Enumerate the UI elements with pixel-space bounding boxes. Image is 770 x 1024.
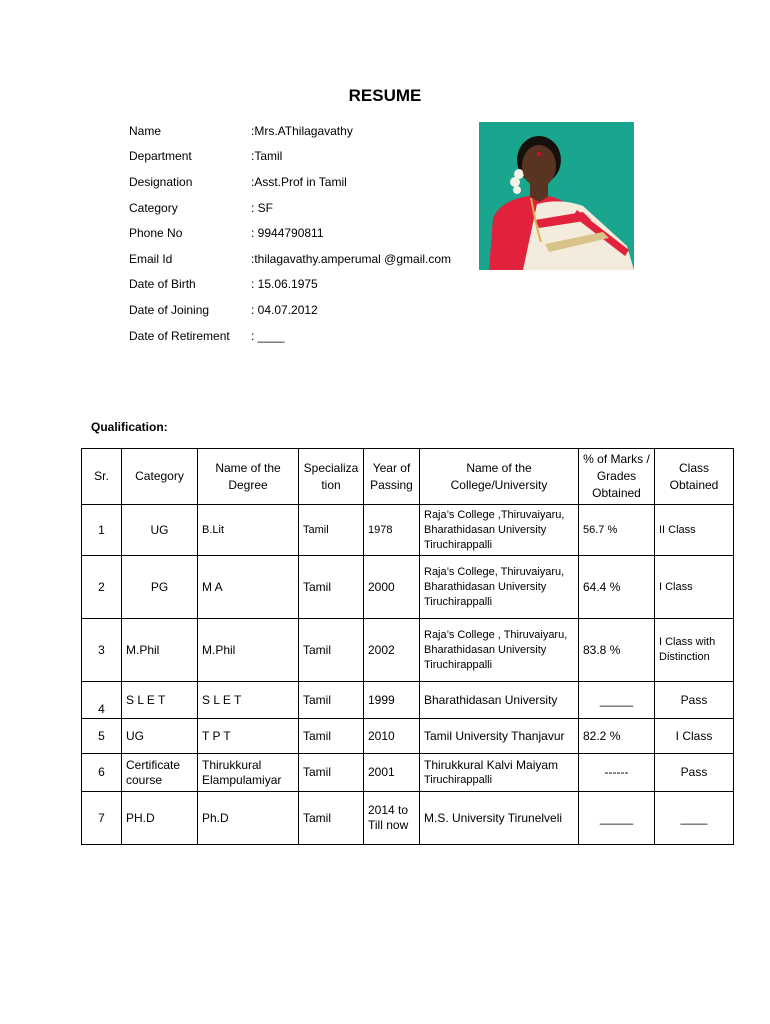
row-degree: T P T: [198, 719, 299, 754]
qualification-table: [81, 448, 734, 845]
row-year: 2002: [364, 619, 420, 682]
row-college: Raja’s College, Thiruvaiyaru, Bharathidasan University Tiruchirappalli: [420, 556, 579, 619]
row-category: M.Phil: [122, 619, 198, 682]
row-degree: B.Lit: [198, 505, 299, 556]
email-label: Email Id: [129, 252, 173, 266]
table-row: [82, 619, 734, 682]
row-class: I Class: [655, 556, 734, 619]
page-title: RESUME: [348, 86, 422, 105]
college-city-line: Tiruchirappalli: [424, 773, 493, 786]
doj-value: : 04.07.2012: [251, 303, 318, 317]
college-name-line: Thirukkural Kalvi Maiyam: [424, 757, 559, 772]
row-degree: Ph.D: [198, 792, 299, 845]
row-college: Raja’s College ,Thiruvaiyaru, Bharathidasan University Tiruchirappalli: [420, 505, 579, 556]
row-specialization: Tamil: [299, 792, 364, 845]
row-marks: 64.4 %: [579, 556, 655, 619]
row-category: PG: [122, 556, 198, 619]
row-year: 2010: [364, 719, 420, 754]
row-year: 2001: [364, 754, 420, 792]
row-sr: 6: [82, 754, 122, 792]
department-value: :Tamil: [251, 149, 283, 163]
row-class: II Class: [655, 505, 734, 556]
table-row: [82, 754, 734, 792]
row-college: [420, 754, 579, 792]
row-degree: M A: [198, 556, 299, 619]
retirement-value: : ____: [251, 329, 285, 343]
name-label: Name: [129, 124, 162, 138]
row-sr: 2: [82, 556, 122, 619]
header-degree: Name of the Degree: [198, 449, 299, 505]
row-marks: 56.7 %: [579, 505, 655, 556]
row-category: PH.D: [122, 792, 198, 845]
row-specialization: Tamil: [299, 682, 364, 719]
table-row: [82, 792, 734, 845]
designation-label: Designation: [129, 175, 193, 189]
header-college: Name of the College/University: [420, 449, 579, 505]
row-class: I Class: [655, 719, 734, 754]
table-row: [82, 682, 734, 719]
row-marks: ------: [579, 754, 655, 792]
row-sr: 5: [82, 719, 122, 754]
row-class: ____: [655, 792, 734, 845]
row-marks: 83.8 %: [579, 619, 655, 682]
row-year: 2014 to Till now: [364, 792, 420, 845]
row-college: Bharathidasan University: [420, 682, 579, 719]
row-specialization: Tamil: [299, 719, 364, 754]
header-marks: % of Marks / Grades Obtained: [579, 449, 655, 505]
row-specialization: Tamil: [299, 754, 364, 792]
row-specialization: Tamil: [299, 619, 364, 682]
header-sr: Sr.: [82, 449, 122, 505]
row-year: 1999: [364, 682, 420, 719]
department-label: Department: [129, 149, 192, 163]
row-sr: 4: [82, 682, 122, 719]
row-class: Pass: [655, 754, 734, 792]
row-degree: S L E T: [198, 682, 299, 719]
row-class: Pass: [655, 682, 734, 719]
row-marks: 82.2 %: [579, 719, 655, 754]
row-college: Tamil University Thanjavur: [420, 719, 579, 754]
row-category: Certificate course: [122, 754, 198, 792]
row-sr: 7: [82, 792, 122, 845]
table-header-row: [82, 449, 734, 505]
row-category: UG: [122, 505, 198, 556]
row-college: M.S. University Tirunelveli: [420, 792, 579, 845]
table-row: [82, 719, 734, 754]
row-degree: Thirukkural Elampulamiyar: [198, 754, 299, 792]
row-marks: _____: [579, 792, 655, 845]
table-row: [82, 556, 734, 619]
table-row: [82, 505, 734, 556]
row-specialization: Tamil: [299, 556, 364, 619]
portrait-illustration: [479, 122, 634, 270]
retirement-label: Date of Retirement: [129, 329, 230, 343]
name-value: :Mrs.AThilagavathy: [251, 124, 353, 138]
category-label: Category: [129, 201, 178, 215]
row-marks: _____: [579, 682, 655, 719]
qualification-title: Qualification:: [91, 420, 168, 434]
row-specialization: Tamil: [299, 505, 364, 556]
row-sr: 1: [82, 505, 122, 556]
row-year: 2000: [364, 556, 420, 619]
header-year: Year of Passing: [364, 449, 420, 505]
dob-label: Date of Birth: [129, 277, 196, 291]
row-degree: M.Phil: [198, 619, 299, 682]
phone-value: : 9944790811: [251, 226, 324, 240]
designation-value: :Asst.Prof in Tamil: [251, 175, 347, 189]
header-category: Category: [122, 449, 198, 505]
dob-value: : 15.06.1975: [251, 277, 318, 291]
email-value: :thilagavathy.amperumal @gmail.com: [251, 252, 452, 266]
row-sr: 3: [82, 619, 122, 682]
header-specialization: Specialization: [299, 449, 364, 505]
category-value: : SF: [251, 201, 274, 215]
header-class: Class Obtained: [655, 449, 734, 505]
row-college: Raja’s College , Thiruvaiyaru, Bharathidasan University Tiruchirappalli: [420, 619, 579, 682]
profile-photo: [479, 122, 634, 270]
phone-label: Phone No: [129, 226, 183, 240]
row-category: UG: [122, 719, 198, 754]
row-category: S L E T: [122, 682, 198, 719]
doj-label: Date of Joining: [129, 303, 210, 317]
row-year: 1978: [364, 505, 420, 556]
row-class: I Class with Distinction: [655, 619, 734, 682]
